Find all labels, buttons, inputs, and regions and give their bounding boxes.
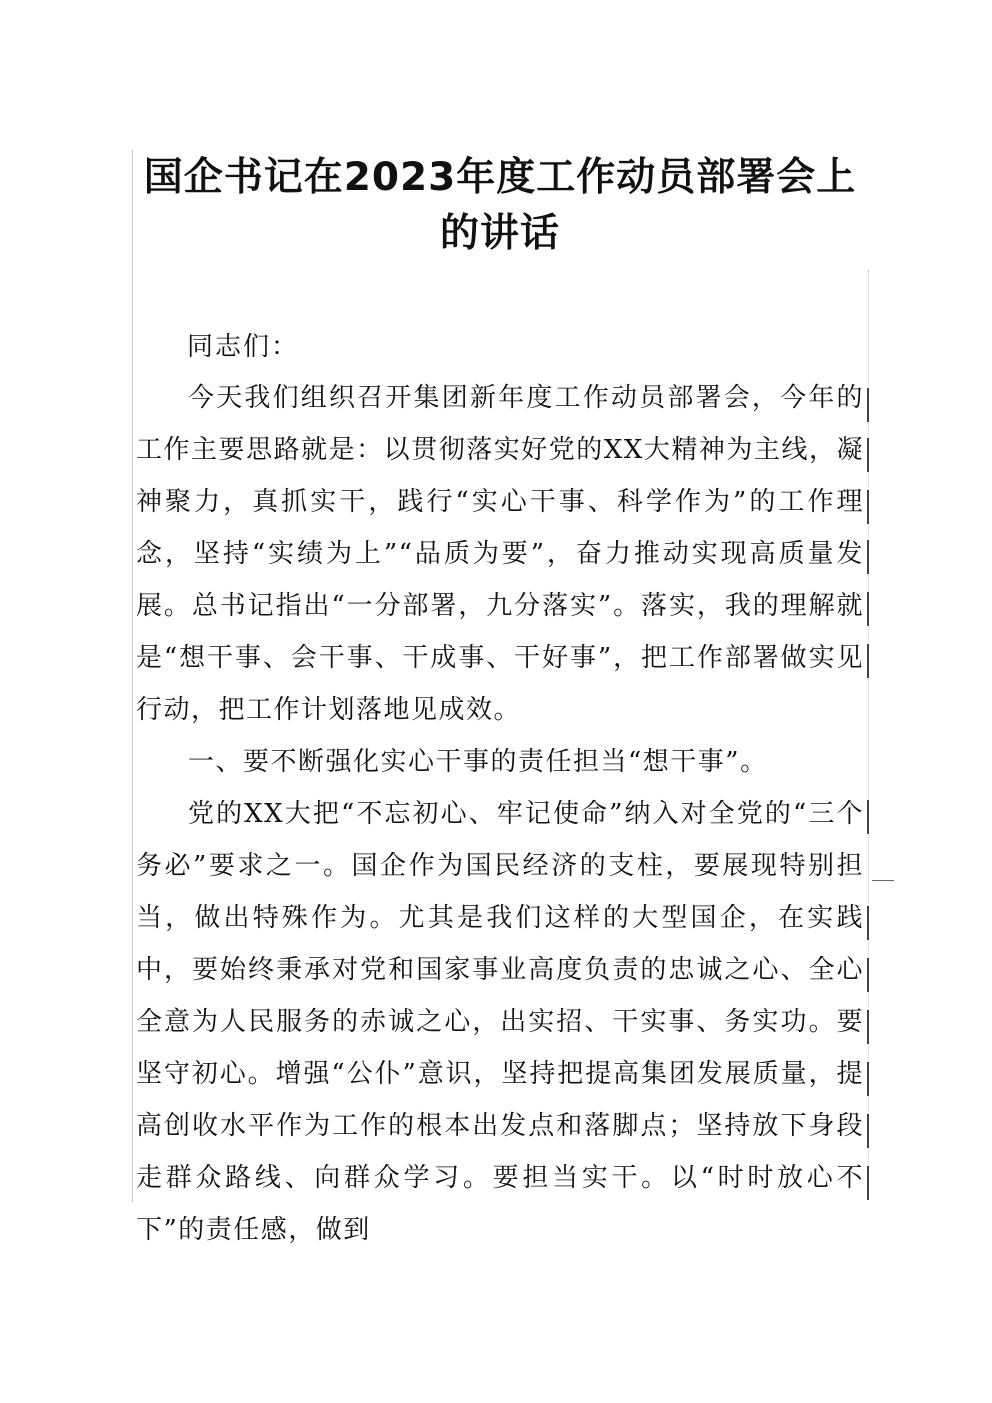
- line-end-mark: [867, 540, 869, 574]
- line-end-mark: [867, 958, 869, 992]
- greeting-line: 同志们：: [187, 332, 300, 362]
- document-title: 国企书记在2023年度工作动员部署会上的讲话: [143, 155, 857, 256]
- line-end-mark: [867, 438, 869, 472]
- line-end-mark: [867, 644, 869, 678]
- line-end-mark: [867, 388, 869, 422]
- section-heading-1: 一、要不断强化实心干事的责任担当“想干事”。: [188, 747, 768, 777]
- line-end-mark: [867, 1166, 869, 1200]
- line-end-mark: [867, 906, 869, 940]
- left-margin-line: [132, 150, 133, 1202]
- line-end-mark: [867, 592, 869, 626]
- paragraph-intro: 今天我们组织召开集团新年度工作动员部署会，今年的工作主要思路就是：以贯彻落实好党的XX大精神为主线，凝神聚力，真抓实干，践行“实心干事、科学作为”的工作理念，坚持“实绩为上”“品质为要”，奋力推动实现高质量发展。总书记指出“一分部署，九分落实”。落实，我的理解就是“想干事、会干事、干成事、干好事”，把工作部署做实见行动，把工作计划落地见成效。: [136, 383, 864, 725]
- line-end-mark: [867, 1010, 869, 1044]
- line-end-mark: [867, 1062, 869, 1096]
- paragraph-section-1: 党的XX大把“不忘初心、牢记使命”纳入对全党的“三个务必”要求之一。国企作为国民经济的支柱，要展现特别担当，做出特殊作为。尤其是我们这样的大型国企，在实践中，要始终秉承对党和国家事业高度负责的忠诚之心、全心全意为人民服务的赤诚之心，出实招、干实事、务实功。要坚守初心。增强“公仆”意识，坚持把提高集团发展质量，提高创收水平作为工作的根本出发点和落脚点；坚持放下身段走群众路线、向群众学习。要担当实干。以“时时放心不下”的责任感，做到: [136, 799, 864, 1245]
- overflow-comma-mark: [872, 880, 894, 881]
- line-end-mark: [867, 490, 869, 524]
- line-end-mark: [867, 1114, 869, 1148]
- line-end-mark: [867, 800, 869, 834]
